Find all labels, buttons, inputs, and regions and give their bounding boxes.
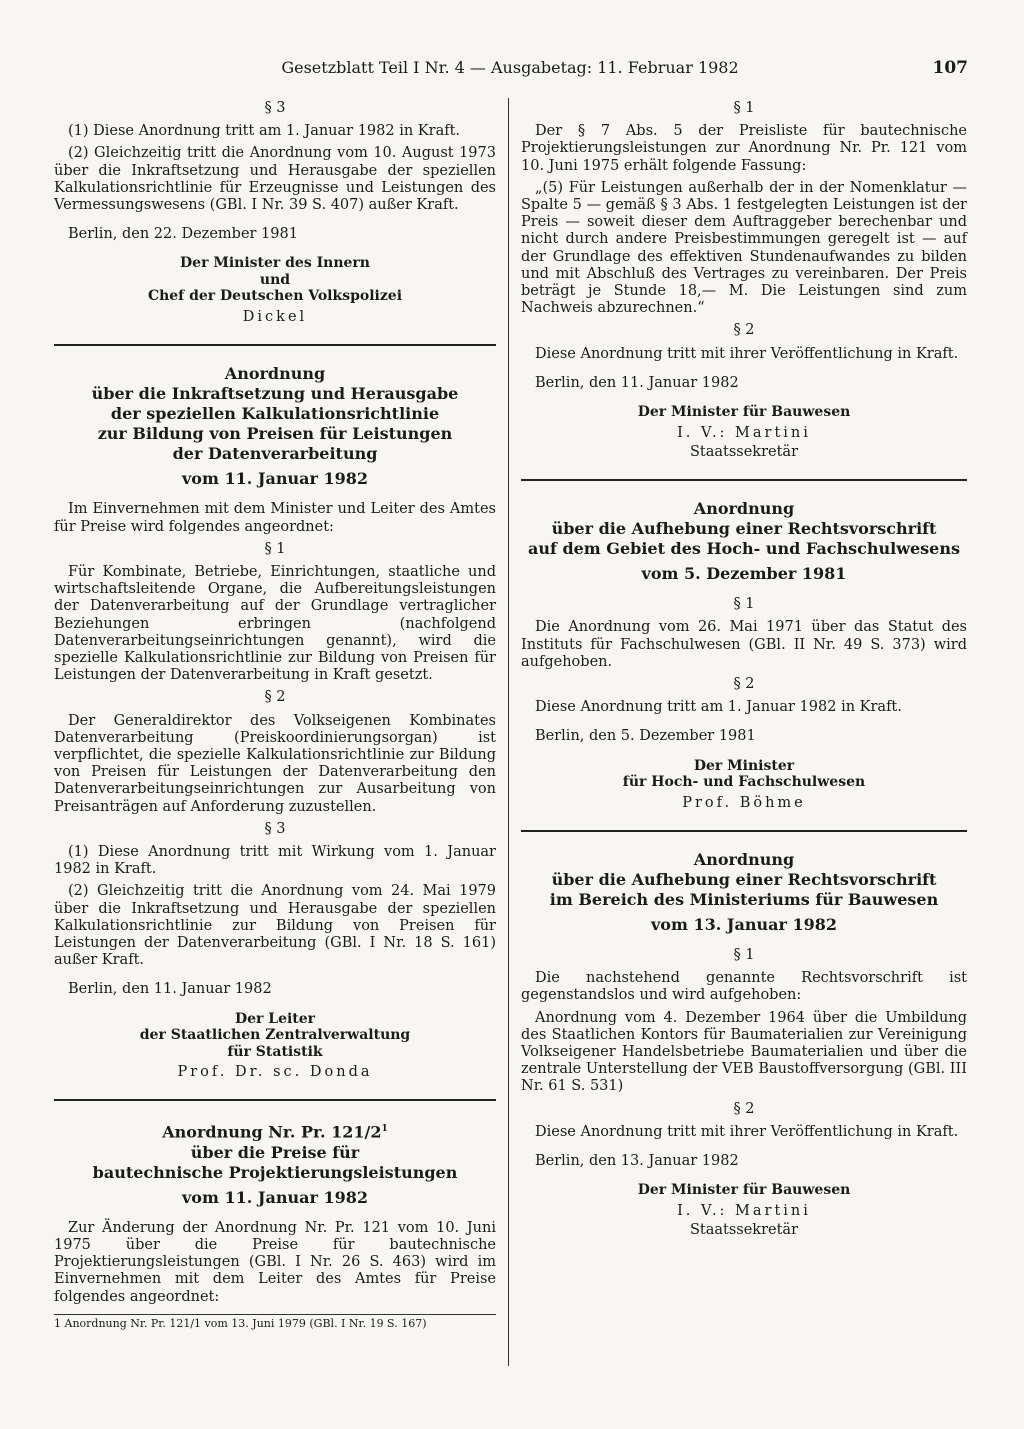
ordinance-title: zur Bildung von Preisen für Leistungen — [97, 424, 453, 444]
paragraph: „(5) Für Leistungen außerhalb der in der Nomenklatur — Spalte 5 — gemäß § 3 Abs. 1 festgelegten Leistungen ist der Preis — soweit dieser dem Auftraggeber berechenbar und nicht durch andere Preisbestimmungen geregelt ist — auf der Grundlage des effektiven Stundenaufwandes zu bilden und mit Abschluß des Vertrages zu vereinbaren. Der Preis beträgt je Stunde 18,— M. Die Leistungen sind zum Nachweis abzurechnen.“ — [521, 179, 967, 317]
ordinance-date: vom 11. Januar 1982 — [182, 1187, 368, 1207]
ordinance-title: der Datenverarbeitung — [172, 444, 378, 464]
paragraph: Diese Anordnung tritt am 1. Januar 1982 in Kraft. — [535, 699, 902, 716]
footnote: 1 Anordnung Nr. Pr. 121/1 vom 13. Juni 1979 (GBl. I Nr. 19 S. 167) — [54, 1314, 496, 1331]
signature-title: für Statistik — [227, 1043, 323, 1060]
section-rule — [54, 344, 496, 346]
section-heading: § 1 — [733, 596, 755, 613]
signature-title: Der Minister — [693, 757, 795, 774]
signature-name: Prof. Böhme — [682, 794, 806, 811]
page-header — [52, 58, 968, 82]
paragraph: Für Kombinate, Betriebe, Einrichtungen, staatliche und wirtschaftsleitende Organe, die Aufbereitungsleistungen der Datenverarbeitung auf der Grundlage vertraglicher Beziehungen erbringen (nachfolgend Datenverarbeitungseinrichtungen genannt), wird die spezielle Kalkulationsrichtlinie zur Bildung von Preisen für Leistungen der Datenverarbeitung in Kraft gesetzt. — [54, 563, 496, 684]
section-heading: § 1 — [733, 946, 755, 963]
footnote-marker: 1 — [381, 1124, 388, 1135]
signature-title: Chef der Deutschen Volkspolizei — [147, 288, 403, 305]
section-heading: § 3 — [264, 820, 286, 837]
right-column — [521, 100, 967, 1239]
section-heading: § 2 — [733, 675, 755, 692]
ordinance-title: über die Aufhebung einer Rechtsvorschrift — [551, 518, 937, 538]
signature-name: Dickel — [242, 308, 308, 325]
section-heading: § 2 — [733, 1100, 755, 1117]
paragraph: Der Generaldirektor des Volkseigenen Kombinates Datenverarbeitung (Preiskoordinierungsorgan) ist verpflichtet, die spezielle Kalkulationsrichtlinie zur Bildung von Preisen für Leistungen der Datenverarbeitung den Datenverarbeitungseinrichtungen zur Ausarbeitung von Preisanträgen auf Anforderung zuzustellen. — [54, 712, 496, 815]
signature-title: Der Minister für Bauwesen — [637, 404, 851, 421]
place-date: Berlin, den 22. Dezember 1981 — [68, 226, 298, 243]
place-date: Berlin, den 11. Januar 1982 — [68, 981, 272, 998]
paragraph: Der § 7 Abs. 5 der Preisliste für bautechnische Projektierungsleistungen zur Anordnung Nr. Pr. 121 vom 10. Juni 1975 erhält folgende Fassung: — [521, 123, 967, 174]
ordinance-date: vom 11. Januar 1982 — [182, 469, 368, 489]
signature-title: der Staatlichen Zentralverwaltung — [139, 1027, 411, 1044]
paragraph: Diese Anordnung tritt mit ihrer Veröffentlichung in Kraft. — [535, 1123, 959, 1140]
ordinance-date: vom 13. Januar 1982 — [651, 914, 837, 934]
section-heading: § 2 — [264, 689, 286, 706]
section-heading: § 3 — [264, 100, 286, 116]
ordinance-title: über die Aufhebung einer Rechtsvorschrift — [551, 869, 937, 889]
ordinance-title: Anordnung — [693, 498, 795, 518]
signature-title: Der Leiter — [234, 1010, 316, 1027]
ordinance-title: Anordnung — [224, 364, 326, 384]
signature-name: I. V.: Martini — [677, 424, 811, 441]
ordinance-title: über die Inkraftsetzung und Herausgabe — [91, 384, 459, 404]
signature-role: Staatssekretär — [689, 443, 799, 460]
paragraph: Im Einvernehmen mit dem Minister und Leiter des Amtes für Preise wird folgendes angeordnet: — [54, 501, 496, 535]
section-heading: § 1 — [733, 100, 755, 116]
paragraph: (2) Gleichzeitig tritt die Anordnung vom 24. Mai 1979 über die Inkraftsetzung und Herausgabe der speziellen Kalkulationsrichtlinie zur Bildung von Preisen für Leistungen der Datenverarbeitung (GBl. I Nr. 18 S. 161) außer Kraft. — [54, 883, 496, 969]
ordinance-title: der speziellen Kalkulationsrichtlinie — [110, 404, 440, 424]
ordinance-title: auf dem Gebiet des Hoch- und Fachschulwesens — [527, 538, 960, 558]
paragraph: Die nachstehend genannte Rechtsvorschrift ist gegenstandslos und wird aufgehoben: — [521, 970, 967, 1004]
ordinance-title: im Bereich des Ministeriums für Bauwesen — [549, 889, 939, 909]
ordinance-date: vom 5. Dezember 1981 — [641, 563, 847, 583]
ordinance-title-text: Anordnung Nr. Pr. 121/2 — [162, 1122, 382, 1142]
section-rule — [54, 1099, 496, 1101]
ordinance-title: Anordnung — [693, 849, 795, 869]
ordinance-title — [54, 1119, 496, 1142]
paragraph: Anordnung vom 4. Dezember 1964 über die Umbildung des Staatlichen Kontors für Baumaterialien zur Vereinigung Volkseigener Handelsbetriebe Baumaterialien und über die zentrale Unterstellung der VEB Baustoffversorgung (GBl. III Nr. 61 S. 531) — [521, 1009, 967, 1095]
signature-title: Der Minister für Bauwesen — [637, 1182, 851, 1199]
paragraph: Zur Änderung der Anordnung Nr. Pr. 121 vom 10. Juni 1975 über die Preise für bautechnische Projektierungsleistungen (GBl. I Nr. 26 S. 463) wird im Einvernehmen mit dem Leiter des Amtes für Preise folgendes angeordnet: — [54, 1219, 496, 1305]
header-title: Gesetzblatt Teil I Nr. 4 — Ausgabetag: 11. Februar 1982 — [281, 58, 739, 77]
place-date: Berlin, den 11. Januar 1982 — [535, 374, 739, 391]
signature-title: für Hoch- und Fachschulwesen — [622, 774, 866, 791]
paragraph: (2) Gleichzeitig tritt die Anordnung vom 10. August 1973 über die Inkraftsetzung und Herausgabe der speziellen Kalkulationsrichtlinie für Erzeugnisse und Leistungen des Vermessungswesens (GBl. I Nr. 39 S. 407) außer Kraft. — [54, 145, 496, 214]
section-heading: § 1 — [264, 540, 286, 557]
signature-title: und — [259, 271, 291, 288]
signature-name: I. V.: Martini — [677, 1202, 811, 1219]
ordinance-title: bautechnische Projektierungsleistungen — [92, 1162, 458, 1182]
paragraph: Diese Anordnung tritt mit ihrer Veröffentlichung in Kraft. — [535, 345, 959, 362]
section-rule — [521, 830, 967, 832]
section-heading: § 2 — [733, 322, 755, 339]
section-rule — [521, 479, 967, 481]
paragraph: (1) Diese Anordnung tritt am 1. Januar 1982 in Kraft. — [68, 123, 461, 140]
paragraph: (1) Diese Anordnung tritt mit Wirkung vom 1. Januar 1982 in Kraft. — [54, 843, 496, 878]
page-number: 107 — [932, 58, 968, 78]
signature-role: Staatssekretär — [689, 1221, 799, 1238]
place-date: Berlin, den 5. Dezember 1981 — [535, 728, 756, 745]
place-date: Berlin, den 13. Januar 1982 — [535, 1153, 739, 1170]
signature-title: Der Minister des Innern — [180, 255, 370, 272]
left-column — [54, 100, 496, 1331]
column-divider — [508, 98, 509, 1366]
ordinance-title: über die Preise für — [190, 1142, 360, 1162]
paragraph: Die Anordnung vom 26. Mai 1971 über das Statut des Instituts für Fachschulwesen (GBl. II Nr. 49 S. 373) wird aufgehoben. — [521, 619, 967, 670]
signature-name: Prof. Dr. sc. Donda — [177, 1064, 373, 1081]
